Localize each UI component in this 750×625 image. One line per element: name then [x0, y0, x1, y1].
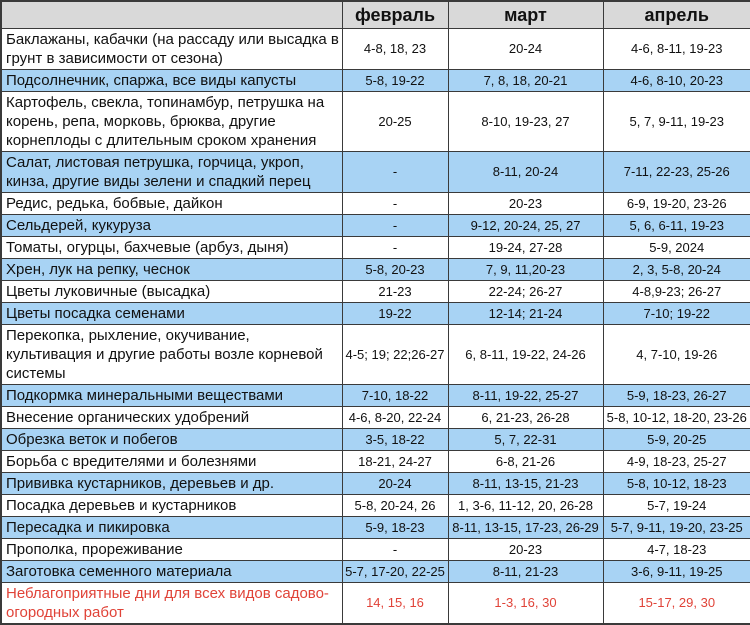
activity-cell: Заготовка семенного материала	[1, 561, 342, 583]
april-dates-cell: 4-7, 18-23	[603, 539, 750, 561]
table-row	[1, 303, 750, 325]
february-dates-cell: 21-23	[342, 281, 448, 303]
table-row	[1, 385, 750, 407]
table-row	[1, 29, 750, 70]
march-dates-cell: 20-24	[448, 29, 603, 70]
april-dates-cell: 4-9, 18-23, 25-27	[603, 451, 750, 473]
activity-cell: Внесение органических удобрений	[1, 407, 342, 429]
activity-cell: Подсолнечник, спаржа, все виды капусты	[1, 70, 342, 92]
activity-header-cell	[1, 1, 342, 29]
february-dates-cell: 19-22	[342, 303, 448, 325]
table-row	[1, 473, 750, 495]
activity-cell: Томаты, огурцы, бахчевые (арбуз, дыня)	[1, 237, 342, 259]
march-dates-cell: 6-8, 21-26	[448, 451, 603, 473]
april-dates-cell: 4-6, 8-11, 19-23	[603, 29, 750, 70]
february-dates-cell: 5-8, 19-22	[342, 70, 448, 92]
april-dates-cell: 5-9, 18-23, 26-27	[603, 385, 750, 407]
march-dates-cell: 9-12, 20-24, 25, 27	[448, 215, 603, 237]
table-body	[1, 29, 750, 625]
february-dates-cell: -	[342, 215, 448, 237]
february-dates-cell: -	[342, 152, 448, 193]
april-dates-cell: 6-9, 19-20, 23-26	[603, 193, 750, 215]
february-dates-cell: 5-8, 20-24, 26	[342, 495, 448, 517]
table-row	[1, 539, 750, 561]
february-dates-cell: 4-5; 19; 22;26-27	[342, 325, 448, 385]
april-dates-cell: 4-8,9-23; 26-27	[603, 281, 750, 303]
april-dates-cell: 5-7, 19-24	[603, 495, 750, 517]
april-dates-cell: 5-7, 9-11, 19-20, 23-25	[603, 517, 750, 539]
table-row	[1, 259, 750, 281]
activity-cell: Обрезка веток и побегов	[1, 429, 342, 451]
month-header-march: март	[448, 1, 603, 29]
table-row	[1, 237, 750, 259]
month-header-february: февраль	[342, 1, 448, 29]
table-row	[1, 152, 750, 193]
activity-cell: Прививка кустарников, деревьев и др.	[1, 473, 342, 495]
activity-cell: Пересадка и пикировка	[1, 517, 342, 539]
march-dates-cell: 8-11, 20-24	[448, 152, 603, 193]
activity-cell: Посадка деревьев и кустарников	[1, 495, 342, 517]
february-dates-cell: 4-6, 8-20, 22-24	[342, 407, 448, 429]
march-dates-cell: 1, 3-6, 11-12, 20, 26-28	[448, 495, 603, 517]
activity-cell: Салат, листовая петрушка, горчица, укроп, кинза, другие виды зелени и спадкий перец	[1, 152, 342, 193]
table-row	[1, 92, 750, 152]
april-dates-cell: 5, 6, 6-11, 19-23	[603, 215, 750, 237]
activity-cell: Борьба с вредителями и болезнями	[1, 451, 342, 473]
table-row	[1, 429, 750, 451]
activity-cell: Перекопка, рыхление, окучивание, культивация и другие работы возле корневой системы	[1, 325, 342, 385]
february-dates-cell: 20-25	[342, 92, 448, 152]
march-dates-cell: 5, 7, 22-31	[448, 429, 603, 451]
table-row	[1, 215, 750, 237]
activity-cell: Сельдерей, кукуруза	[1, 215, 342, 237]
february-dates-cell: 14, 15, 16	[342, 583, 448, 625]
february-dates-cell: 5-8, 20-23	[342, 259, 448, 281]
march-dates-cell: 20-23	[448, 539, 603, 561]
table-row	[1, 495, 750, 517]
march-dates-cell: 6, 8-11, 19-22, 24-26	[448, 325, 603, 385]
march-dates-cell: 8-11, 13-15, 17-23, 26-29	[448, 517, 603, 539]
march-dates-cell: 20-23	[448, 193, 603, 215]
february-dates-cell: 3-5, 18-22	[342, 429, 448, 451]
march-dates-cell: 8-11, 13-15, 21-23	[448, 473, 603, 495]
unfavorable-days-row	[1, 583, 750, 625]
february-dates-cell: 5-9, 18-23	[342, 517, 448, 539]
activity-cell: Хрен, лук на репку, чеснок	[1, 259, 342, 281]
april-dates-cell: 4-6, 8-10, 20-23	[603, 70, 750, 92]
march-dates-cell: 22-24; 26-27	[448, 281, 603, 303]
table-row	[1, 281, 750, 303]
april-dates-cell: 4, 7-10, 19-26	[603, 325, 750, 385]
april-dates-cell: 5-9, 2024	[603, 237, 750, 259]
activity-cell: Редис, редька, бобвые, дайкон	[1, 193, 342, 215]
table-row	[1, 193, 750, 215]
march-dates-cell: 12-14; 21-24	[448, 303, 603, 325]
april-dates-cell: 7-10; 19-22	[603, 303, 750, 325]
february-dates-cell: 4-8, 18, 23	[342, 29, 448, 70]
march-dates-cell: 8-10, 19-23, 27	[448, 92, 603, 152]
march-dates-cell: 19-24, 27-28	[448, 237, 603, 259]
activity-cell: Подкормка минеральными веществами	[1, 385, 342, 407]
april-dates-cell: 5-8, 10-12, 18-20, 23-26	[603, 407, 750, 429]
activity-cell: Баклажаны, кабачки (на рассаду или высадка в грунт в зависимости от сезона)	[1, 29, 342, 70]
table-row	[1, 70, 750, 92]
header-row	[1, 1, 750, 29]
month-header-april: апрель	[603, 1, 750, 29]
february-dates-cell: 5-7, 17-20, 22-25	[342, 561, 448, 583]
april-dates-cell: 5-9, 20-25	[603, 429, 750, 451]
table-row	[1, 517, 750, 539]
april-dates-cell: 2, 3, 5-8, 20-24	[603, 259, 750, 281]
april-dates-cell: 15-17, 29, 30	[603, 583, 750, 625]
activity-cell: Картофель, свекла, топинамбур, петрушка на корень, репа, морковь, брюква, другие корнеплоды с длительным сроком хранения	[1, 92, 342, 152]
april-dates-cell: 5-8, 10-12, 18-23	[603, 473, 750, 495]
march-dates-cell: 6, 21-23, 26-28	[448, 407, 603, 429]
march-dates-cell: 1-3, 16, 30	[448, 583, 603, 625]
activity-cell: Неблагоприятные дни для всех видов садово-огородных работ	[1, 583, 342, 625]
table-row	[1, 325, 750, 385]
april-dates-cell: 5, 7, 9-11, 19-23	[603, 92, 750, 152]
table-row	[1, 561, 750, 583]
february-dates-cell: -	[342, 193, 448, 215]
april-dates-cell: 7-11, 22-23, 25-26	[603, 152, 750, 193]
march-dates-cell: 7, 9, 11,20-23	[448, 259, 603, 281]
activity-cell: Прополка, прореживание	[1, 539, 342, 561]
activity-cell: Цветы луковичные (высадка)	[1, 281, 342, 303]
february-dates-cell: 18-21, 24-27	[342, 451, 448, 473]
march-dates-cell: 7, 8, 18, 20-21	[448, 70, 603, 92]
february-dates-cell: 7-10, 18-22	[342, 385, 448, 407]
activity-cell: Цветы посадка семенами	[1, 303, 342, 325]
february-dates-cell: -	[342, 539, 448, 561]
february-dates-cell: -	[342, 237, 448, 259]
march-dates-cell: 8-11, 21-23	[448, 561, 603, 583]
march-dates-cell: 8-11, 19-22, 25-27	[448, 385, 603, 407]
table-row	[1, 451, 750, 473]
april-dates-cell: 3-6, 9-11, 19-25	[603, 561, 750, 583]
february-dates-cell: 20-24	[342, 473, 448, 495]
table-row	[1, 407, 750, 429]
